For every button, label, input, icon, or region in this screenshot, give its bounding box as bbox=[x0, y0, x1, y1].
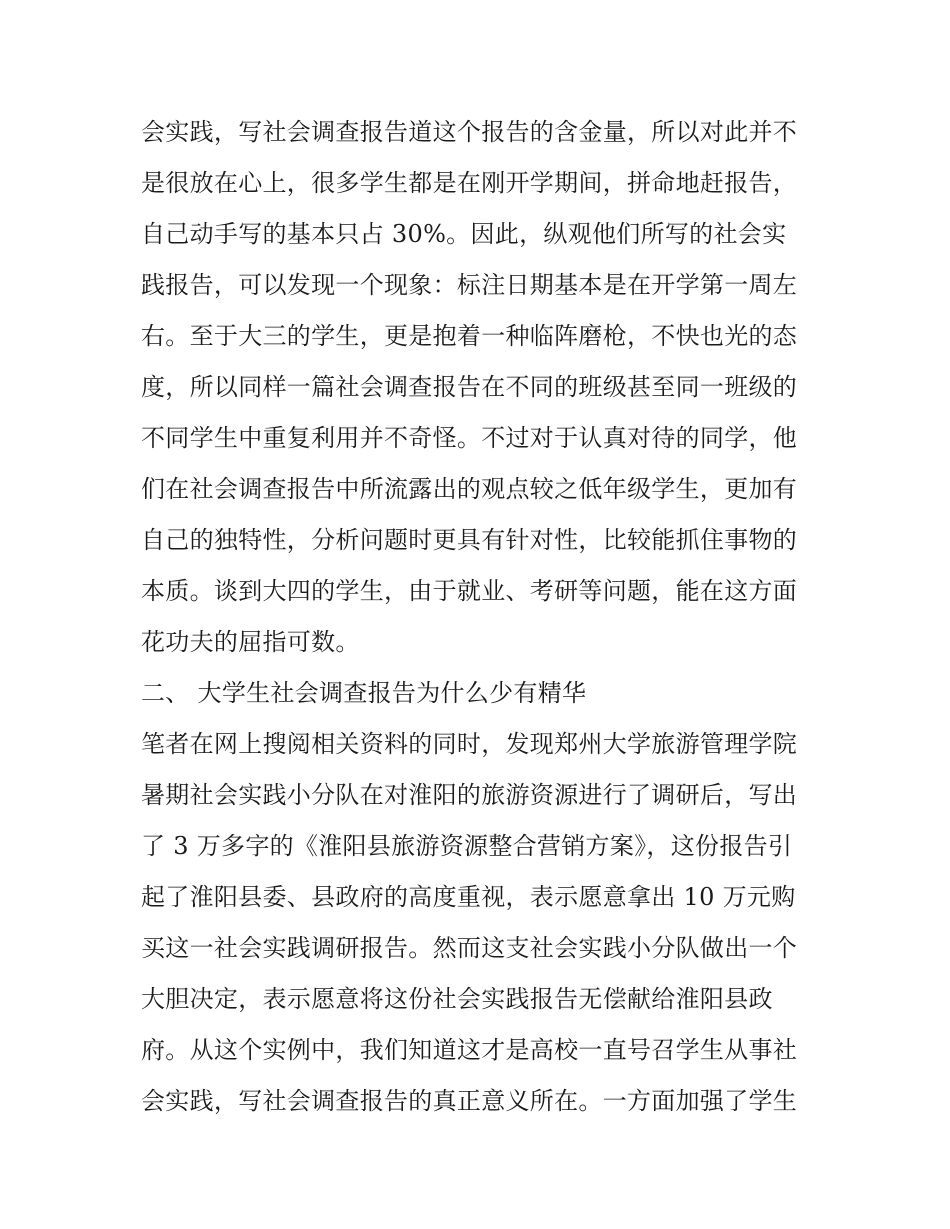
text-line: 会实践，写社会调查报告道这个报告的含金量，所以对此并不 bbox=[141, 118, 798, 146]
text-line: 了 3 万多字的《淮阳县旅游资源整合营销方案》，这份报告引 bbox=[141, 832, 793, 860]
text-line: 度，所以同样一篇社会调查报告在不同的班级甚至同一班级的 bbox=[141, 373, 798, 401]
text-line: 会实践，写社会调查报告的真正意义所在。一方面加强了学生 bbox=[141, 1087, 798, 1115]
text-line: 花功夫的屈指可数。 bbox=[141, 628, 360, 656]
text-line: 自己的独特性，分析问题时更具有针对性，比较能抓住事物的 bbox=[141, 526, 798, 554]
section-heading: 二、 大学生社会调查报告为什么少有精华 bbox=[141, 679, 587, 707]
text-line: 买这一社会实践调研报告。然而这支社会实践小分队做出一个 bbox=[141, 934, 798, 962]
text-line: 大胆决定，表示愿意将这份社会实践报告无偿献给淮阳县政 bbox=[141, 985, 773, 1013]
text-line: 是很放在心上，很多学生都是在刚开学期间，拼命地赶报告， bbox=[141, 169, 798, 197]
text-line: 暑期社会实践小分队在对淮阳的旅游资源进行了调研后，写出 bbox=[141, 781, 798, 809]
text-line: 不同学生中重复利用并不奇怪。不过对于认真对待的同学，他 bbox=[141, 424, 798, 452]
text-line: 本质。谈到大四的学生，由于就业、考研等问题，能在这方面 bbox=[141, 577, 798, 605]
text-line: 践报告，可以发现一个现象：标注日期基本是在开学第一周左 bbox=[141, 271, 798, 299]
text-line: 们在社会调查报告中所流露出的观点较之低年级学生，更加有 bbox=[141, 475, 798, 503]
text-line: 笔者在网上搜阅相关资料的同时，发现郑州大学旅游管理学院 bbox=[141, 730, 798, 758]
text-line: 右。至于大三的学生，更是抱着一种临阵磨枪，不快也光的态 bbox=[141, 322, 798, 350]
text-line: 自己动手写的基本只占 30%。因此，纵观他们所写的社会实 bbox=[141, 220, 787, 248]
body-text bbox=[141, 107, 813, 1127]
text-line: 起了淮阳县委、县政府的高度重视，表示愿意拿出 10 万元购 bbox=[141, 883, 796, 911]
text-line: 府。从这个实例中，我们知道这才是高校一直号召学生从事社 bbox=[141, 1036, 798, 1064]
